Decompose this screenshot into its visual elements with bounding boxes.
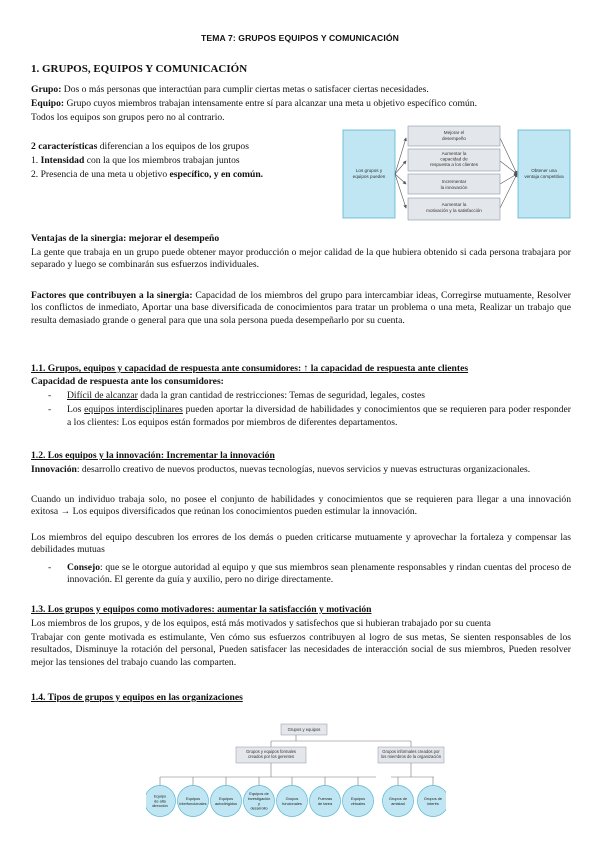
grupo-label: Grupo: xyxy=(31,84,62,95)
section-1-3-title: 1.3. Los grupos y equipos como motivadores: aumentar la satisfacción y motivación xyxy=(31,604,372,615)
car1-text: con la que los miembros trabajan juntos xyxy=(84,155,240,166)
item2-prefix: Los xyxy=(67,404,85,416)
equipo-label: Equipo: xyxy=(31,98,65,109)
errores-paragraph: Los miembros del equipo descubren los errores de los demás o pueden criticarse mutuamente y aprovechar la fortaleza y compensar las debilidades mutuas xyxy=(31,532,571,556)
factores-text: Capacidad de los miembros del grupo para intercambiar ideas, Corregirse mutuamente, Resolver los conflictos de inmediato, Aportar una base diversificada de conocimientos para tratar un problema o una meta, Realizar un trabajo que resulta demasiado grande o general para que una sola persona pueda desempeñarlo por su cuenta. xyxy=(31,290,571,326)
diagram1-mid-box-3 xyxy=(408,174,500,194)
section-1-title: 1. GRUPOS, EQUIPOS Y COMUNICACIÓN xyxy=(31,63,248,75)
car1-bold: Intensidad xyxy=(40,155,85,166)
diagram2-node-label: Grupos funcionales xyxy=(282,796,302,806)
grupo-definition xyxy=(31,84,571,96)
diagram2-root-text: Grupos y equipos xyxy=(287,727,321,732)
list-item: - Los equipos interdisciplinares pueden aportar la diversidad de habilidades y conocimientos que se requieren para poder responder a los clientes: Los equipos están formados por miembros de diferentes departamentos. xyxy=(48,404,571,428)
section-1-3-p2: Trabajar con gente motivada es estimulante, Ven cómo sus esfuerzos contribuyen al logro de sus metas, Se sienten responsables de los resultados, Disminuye la rotación del personal, Pueden satisfacer las necesidades de interacción social de sus miembros, Pueden resolver mejor las tensiones del trabajo cuando las comparten. xyxy=(31,632,571,668)
todos-text: Todos los equipos son grupos pero no al contrario. xyxy=(31,112,225,123)
innovacion-paragraph xyxy=(31,464,571,476)
item2-underlined: equipos interdisciplinares xyxy=(84,404,183,416)
diagram2-node-label: Equipo de alta dirección xyxy=(152,793,168,809)
diagram2-formal-text: Grupos y equipos formales creados por los gerentes xyxy=(245,749,297,759)
car1-prefix: 1. xyxy=(31,155,41,166)
section-1-1-list xyxy=(31,390,571,429)
individuo-paragraph: Cuando un individuo trabaja solo, no posee el conjunto de habilidades y conocimientos que se requieren para llegar a una innovación exitosa → Los equipos diversificados que reúnan los conocimientos pueden estimular la innovación. xyxy=(31,494,571,518)
item2-text: pueden aportar la diversidad de habilidades y conocimientos que se requieren para poder responder a los clientes: Los equipos están formados por miembros de diferentes departamentos. xyxy=(67,404,571,428)
list-item: - Consejo: que se le otorgue autoridad al equipo y que sus miembros sean plenamente responsables y rindan cuentas del proceso de innovación. El gerente da guía y auxilio, pero no dirige directamente. xyxy=(48,562,571,586)
section-1-1-subtitle: Capacidad de respuesta ante los consumidores: xyxy=(31,376,224,387)
diagram2-node-label: Grupos de interés xyxy=(423,796,443,806)
diagram2-node-label: Equipos autodirigidos xyxy=(214,796,238,806)
benefits-diagram xyxy=(342,124,572,224)
section-1-1-title: 1.1. Grupos, equipos y capacidad de respuesta ante consumidores: ↑ la capacidad de respuesta ante clientes xyxy=(31,363,469,374)
grupo-text: Dos o más personas que interactúan para cumplir ciertas metas o satisfacer ciertas necesidades. xyxy=(61,84,429,95)
list-item: - Difícil de alcanzar dada la gran cantidad de restricciones: Temas de seguridad, legales, costes xyxy=(48,390,425,401)
ventajas-title: Ventajas de la sinergia: mejorar el desempeño xyxy=(31,233,220,244)
diagram2-node-label: Equipos virtuales xyxy=(350,796,366,806)
diagram1-mid-text-1: Mejorar el desempeño xyxy=(441,130,467,141)
diagram2-node-label: Grupos de amistad xyxy=(388,796,408,806)
diagram1-mid-text-3: Incrementar la innovación xyxy=(440,179,468,190)
innovacion-label: Innovación xyxy=(31,464,77,475)
factores-paragraph xyxy=(31,290,571,327)
innovacion-text: : desarrollo creativo de nuevos productos, nuevas tecnologías, nuevos servicios y nuevas estructuras organizacionales. xyxy=(76,464,531,475)
section-1-2-title: 1.2. Los equipos y la innovación: Incrementar la innovación xyxy=(31,450,275,461)
factores-label: Factores que contribuyen a la sinergia: xyxy=(31,290,193,301)
diagram1-mid-text-2: Aumentar la capacidad de respuesta a los clientes xyxy=(429,151,479,167)
caracteristica-1 xyxy=(31,155,331,167)
ventajas-text: La gente que trabaja en un grupo puede obtener mayor producción o mejor calidad de la que hubiera obtenido si cada persona trabajara por separado y luego se combinarán sus esfuerzos individuales. xyxy=(31,247,571,271)
diagram2-node-label: Fuerzas de tarea xyxy=(317,796,333,806)
equipo-definition xyxy=(31,98,571,110)
car2-bold: específico, y en común. xyxy=(169,169,264,180)
item1-text: dada la gran cantidad de restricciones: Temas de seguridad, legales, costes xyxy=(137,390,425,401)
group-types-diagram xyxy=(146,723,446,841)
page-header: TEMA 7: GRUPOS EQUIPOS Y COMUNICACIÓN xyxy=(201,33,399,43)
car2-prefix: 2. Presencia de una meta u objetivo xyxy=(31,169,170,180)
caracteristicas-label: 2 características xyxy=(31,141,98,152)
caracteristicas-text: diferencian a los equipos de los grupos xyxy=(97,141,249,152)
consejo-text: : que se le otorgue autoridad al equipo y que sus miembros sean plenamente responsables y rindan cuentas del proceso de innovación. El gerente da guía y auxilio, pero no dirige directamente. xyxy=(67,562,571,586)
consejo-label: Consejo xyxy=(67,562,101,573)
diagram1-mid-text-4: Aumentar la motivación y la satisfacción xyxy=(426,202,482,213)
caracteristica-2 xyxy=(31,169,331,181)
section-1-4-title: 1.4. Tipos de grupos y equipos en las organizaciones xyxy=(31,692,243,703)
diagram1-right-text: Obtener una ventaja competitiva xyxy=(524,168,564,179)
caracteristicas-intro xyxy=(31,141,331,153)
diagram1-left-text: Los grupos y equipos pueden xyxy=(352,168,386,179)
diagram2-informal-text: Grupos informales creados por los miembros de la organización xyxy=(380,749,442,759)
diagram2-node-label: Equipos interfuncionales xyxy=(179,796,207,806)
section-1-3-p1: Los miembros de los grupos, y de los equipos, está más motivados y satisfechos que si hubieran trabajado por su cuenta xyxy=(31,618,491,629)
equipo-text: Grupo cuyos miembros trabajan intensamente entre sí para alcanzar una meta u objetivo específico común. xyxy=(64,98,477,109)
diagram2-node-label: Equipos de investigación y desarrollo xyxy=(247,791,271,811)
item1-underlined: Difícil de alcanzar xyxy=(67,390,138,401)
consejo-list xyxy=(31,562,571,587)
